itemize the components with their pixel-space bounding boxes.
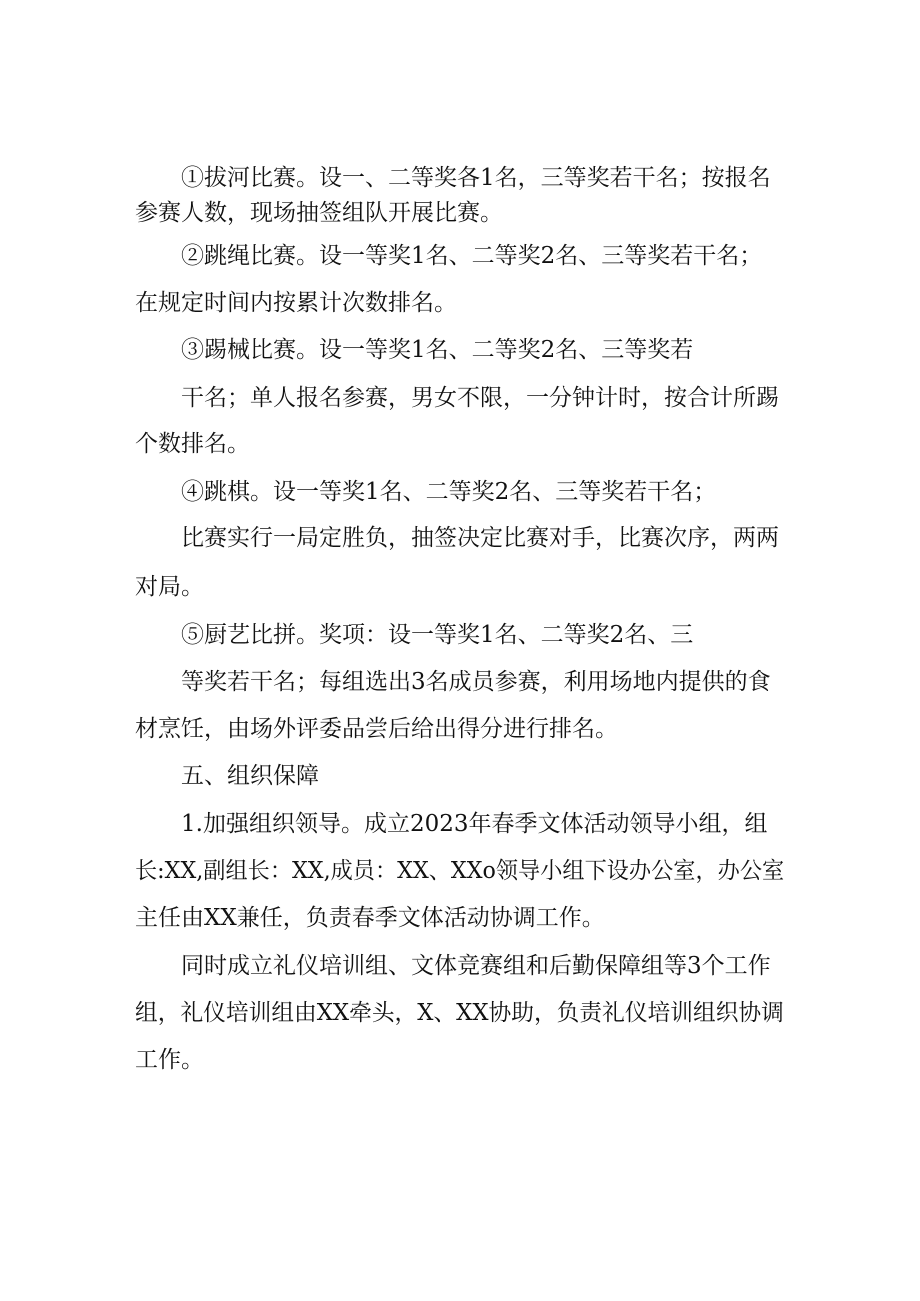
paragraph-cooking-line-2: 等奖若干名；每组选出3名成员参赛，利用场地内提供的食: [181, 669, 771, 695]
paragraph-leadership-line-1: 1.加强组织领导。成立2023年春季文体活动领导小组，组: [181, 811, 768, 837]
paragraph-cooking-line-3: 材烹饪，由场外评委品尝后给出得分进行排名。: [135, 716, 618, 742]
paragraph-shuttlecock-line-2: 干名；单人报名参赛，男女不限，一分钟计时，按合计所踢: [181, 385, 779, 411]
paragraph-rope-skipping-line-1: ②跳绳比赛。设一等奖1名、二等奖2名、三等奖若干名；: [181, 243, 763, 269]
paragraph-working-groups-line-3: 工作。: [135, 1047, 204, 1073]
paragraph-working-groups-line-2: 组，礼仪培训组由XX牵头，X、XX协助，负责礼仪培训组织协调: [135, 1000, 784, 1026]
paragraph-shuttlecock-line-3: 个数排名。: [135, 431, 250, 457]
paragraph-working-groups-line-1: 同时成立礼仪培训组、文体竞赛组和后勤保障组等3个工作: [181, 953, 771, 979]
paragraph-cooking-line-1: ⑤厨艺比拼。奖项：设一等奖1名、二等奖2名、三: [181, 622, 694, 648]
paragraph-checkers-line-1: ④跳棋。设一等奖1名、二等奖2名、三等奖若干名；: [181, 479, 717, 505]
paragraph-leadership-line-2: 长:XX,副组长：XX,成员：XX、XXo领导小组下设办公室，办公室: [135, 858, 785, 884]
paragraph-leadership-line-3: 主任由XX兼任，负责春季文体活动协调工作。: [135, 905, 605, 931]
paragraph-checkers-line-3: 对局。: [135, 574, 204, 600]
paragraph-shuttlecock-line-1: ③踢械比赛。设一等奖1名、二等奖2名、三等奖若: [181, 337, 694, 363]
paragraph-checkers-line-2: 比赛实行一局定胜负，抽签决定比赛对手，比赛次序，两两: [181, 525, 779, 551]
paragraph-rope-skipping-line-2: 在规定时间内按累计次数排名。: [135, 290, 457, 316]
paragraph-tug-of-war-line-1: ①拔河比赛。设一、二等奖各1名，三等奖若干名；按报名: [181, 165, 771, 191]
section-heading-organization: 五、组织保障: [181, 763, 319, 789]
paragraph-tug-of-war-line-2: 参赛人数，现场抽签组队开展比赛。: [135, 200, 503, 226]
